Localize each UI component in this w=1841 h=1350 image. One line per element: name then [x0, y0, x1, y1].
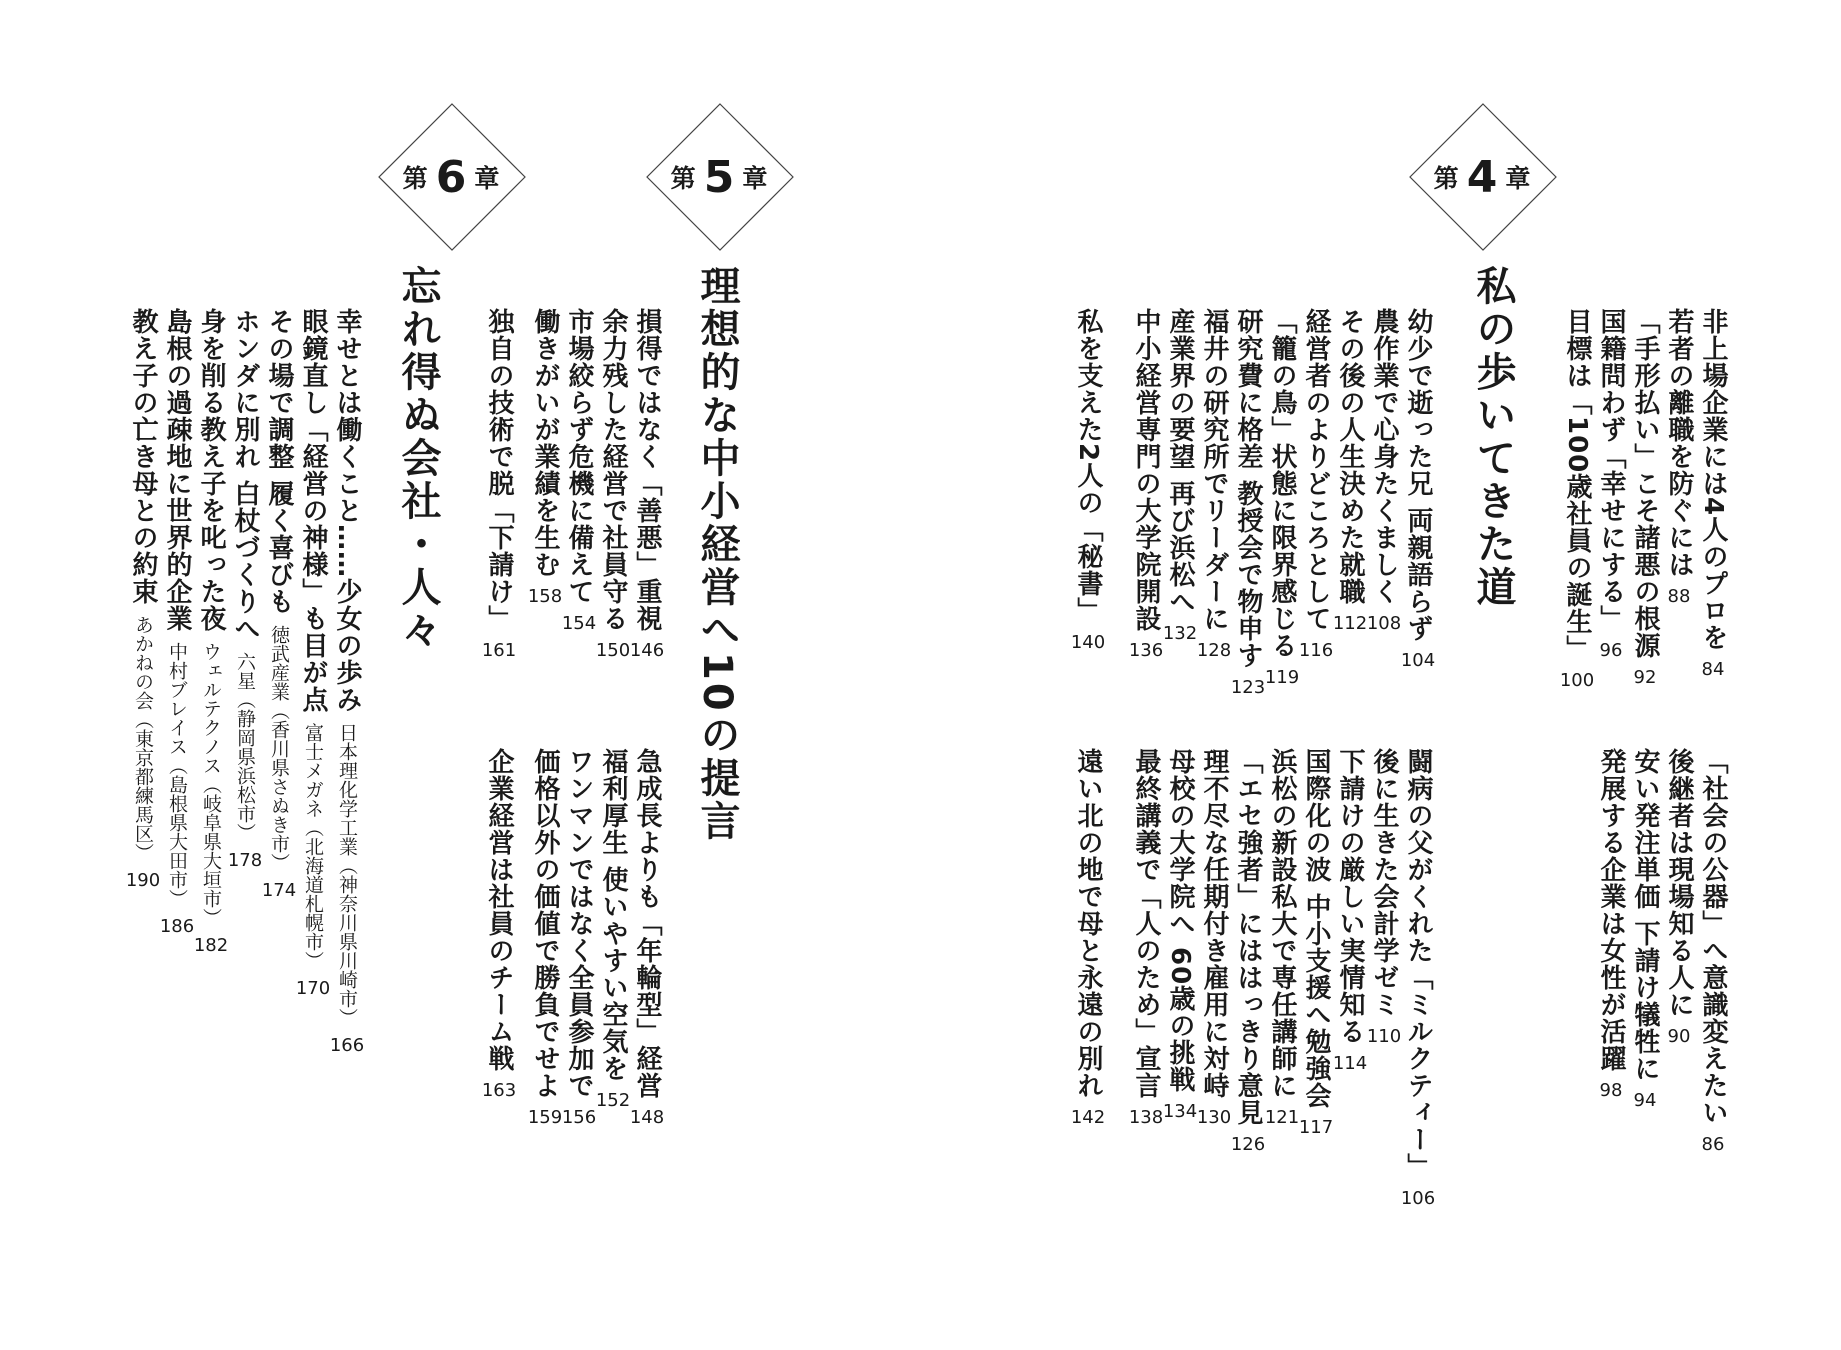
- toc-entry[interactable]: [1367, 748, 1401, 1047]
- toc-entry[interactable]: [1265, 308, 1299, 688]
- entry-title: 独自の技術で脱「下請け」: [484, 308, 514, 632]
- toc-entry[interactable]: [630, 308, 664, 661]
- chapter-suffix: 章: [1505, 164, 1533, 193]
- toc-entry[interactable]: [160, 308, 194, 937]
- toc-entry[interactable]: [330, 308, 364, 1056]
- toc-entry[interactable]: [528, 308, 562, 607]
- page-number: 86: [1701, 1134, 1725, 1155]
- toc-entry[interactable]: [562, 748, 596, 1128]
- page-number: 140: [1070, 632, 1106, 654]
- entry-title: 「エセ強者」にははっきり意見: [1233, 748, 1263, 1126]
- page-number: 156: [561, 1107, 597, 1128]
- entry-title: 市場絞らず危機に備えて: [564, 308, 594, 605]
- page-number: 119: [1264, 667, 1300, 688]
- page-number: 146: [629, 640, 665, 661]
- toc-entry[interactable]: [1129, 748, 1163, 1128]
- company-location: 六星（静岡県浜松市）: [234, 652, 256, 843]
- toc-entry[interactable]: [596, 308, 630, 661]
- entry-title: 非上場企業には4人のプロを: [1698, 308, 1728, 652]
- toc-entry[interactable]: [1197, 308, 1231, 661]
- page-number: 96: [1599, 640, 1623, 661]
- page-number: 126: [1230, 1134, 1266, 1155]
- page-number: 108: [1366, 613, 1402, 634]
- toc-entry[interactable]: [1231, 748, 1265, 1155]
- company-location: 日本理化学工業（神奈川県川崎市）: [336, 723, 358, 1027]
- page-number: 92: [1633, 667, 1657, 688]
- entry-title: 後継者は現場知る人に: [1664, 748, 1694, 1018]
- entry-title: 「籠の鳥」状態に限界感じる: [1267, 308, 1297, 659]
- chapter-suffix: 章: [742, 164, 770, 193]
- entry-title: 母校の大学院へ 60歳の挑戦: [1165, 748, 1195, 1094]
- toc-entry[interactable]: [1696, 308, 1730, 680]
- chapter-suffix: 章: [474, 164, 502, 193]
- toc-entry[interactable]: [482, 748, 516, 1101]
- entry-title: 最終講義で「人のため」宣言: [1131, 748, 1161, 1099]
- chapter-prefix: 第: [1433, 164, 1461, 193]
- chapter-label: [645, 102, 795, 252]
- page-number: 112: [1332, 613, 1368, 634]
- page-number: 106: [1400, 1188, 1436, 1209]
- page-number: 152: [595, 1090, 631, 1112]
- page-number: 114: [1332, 1053, 1368, 1074]
- entry-title: 闘病の父がくれた「ミルクティー」: [1403, 748, 1433, 1180]
- entry-title: 経営者のよりどころとして: [1301, 308, 1331, 632]
- company-location: 富士メガネ（北海道札幌市）: [302, 723, 324, 970]
- page-number: 159: [527, 1107, 563, 1128]
- page-number: 170: [295, 978, 331, 999]
- chapter-label: [1408, 102, 1558, 252]
- chapter-6-badge: [377, 102, 527, 252]
- toc-entry[interactable]: [1333, 748, 1367, 1074]
- entry-title: 研究費に格差 教授会で物申す: [1233, 308, 1263, 670]
- entry-title: 損得ではなく「善悪」重視: [632, 308, 662, 632]
- toc-entry[interactable]: [1299, 748, 1333, 1138]
- entry-title: 若者の離職を防ぐには: [1664, 308, 1694, 578]
- page-number: 138: [1128, 1107, 1164, 1128]
- toc-entry[interactable]: [228, 308, 262, 871]
- entry-title: 「社会の公器」へ意識変えたい: [1698, 748, 1728, 1126]
- chapter-5-badge: [645, 102, 795, 252]
- toc-entry[interactable]: [1696, 748, 1730, 1155]
- toc-entry[interactable]: [1367, 308, 1401, 634]
- toc-entry[interactable]: [194, 308, 228, 956]
- entry-title: 福井の研究所でリーダーに: [1199, 308, 1229, 632]
- page-number: 161: [481, 640, 517, 661]
- entry-title: 福利厚生 使いやすい空気を: [598, 748, 628, 1083]
- toc-entry[interactable]: [1333, 308, 1367, 634]
- toc-entry[interactable]: [1071, 748, 1105, 1128]
- entry-title: その場で調整 履く喜びも: [264, 308, 294, 616]
- page-number: 116: [1298, 640, 1334, 661]
- page-number: 90: [1667, 1026, 1691, 1047]
- page-number: 94: [1633, 1090, 1657, 1112]
- toc-entry[interactable]: [1594, 308, 1628, 661]
- toc-entry[interactable]: [1129, 308, 1163, 661]
- entry-title: 国籍問わず「幸せにする」: [1596, 308, 1626, 632]
- toc-entry[interactable]: [630, 748, 664, 1128]
- toc-entry[interactable]: [1628, 748, 1662, 1111]
- toc-entry[interactable]: [1071, 308, 1105, 653]
- entry-title: 安い発注単価 下請け犠牲に: [1630, 748, 1660, 1083]
- entry-title: 農作業で心身たくましく: [1369, 308, 1399, 605]
- page-number: 190: [125, 870, 161, 891]
- page-number: 117: [1298, 1117, 1334, 1139]
- page-number: 88: [1667, 586, 1691, 607]
- chapter-number: 6: [435, 151, 469, 203]
- toc-entry[interactable]: [1594, 748, 1628, 1101]
- page-number: 158: [527, 586, 563, 607]
- entry-title: 幼少で逝った兄 両親語らず: [1403, 308, 1433, 643]
- page-number: 100: [1559, 670, 1595, 692]
- entry-title: 後に生きた会計学ゼミ: [1369, 748, 1399, 1018]
- page-number: 142: [1070, 1107, 1106, 1128]
- chapter-4-badge: [1408, 102, 1558, 252]
- page-number: 130: [1196, 1107, 1232, 1128]
- entry-title: 国際化の波 中小支援へ勉強会: [1301, 748, 1331, 1110]
- toc-entry[interactable]: [1265, 748, 1299, 1128]
- page-number: 134: [1162, 1101, 1198, 1123]
- chapter-number: 4: [1466, 151, 1500, 203]
- page-number: 163: [481, 1080, 517, 1101]
- page-number: 154: [561, 613, 597, 634]
- chapter-6-title: 忘れ得ぬ会社・人々: [395, 265, 441, 652]
- toc-entry[interactable]: [528, 748, 562, 1128]
- company-location: ウェルテクノス（岐阜県大垣市）: [200, 642, 222, 927]
- toc-entry[interactable]: [1163, 748, 1197, 1122]
- toc-entry[interactable]: [482, 308, 516, 661]
- chapter-label: [377, 102, 527, 252]
- page-number: 186: [159, 916, 195, 937]
- entry-title: 教え子の亡き母との約束: [128, 308, 158, 605]
- entry-title: 目標は「100歳社員の誕生」: [1562, 308, 1592, 663]
- page-number: 110: [1366, 1026, 1402, 1047]
- company-location: 中村ブレイス（島根県大田市）: [166, 642, 188, 908]
- toc-entry[interactable]: [1662, 308, 1696, 607]
- page-number: 132: [1162, 623, 1198, 645]
- entry-title: 下請けの厳しい実情知る: [1335, 748, 1365, 1045]
- entry-title: 私を支えた2人の「秘書」: [1073, 308, 1103, 625]
- entry-title: 理不尽な任期付き雇用に対峙: [1199, 748, 1229, 1099]
- entry-title: 産業界の要望 再び浜松へ: [1165, 308, 1195, 616]
- toc-entry[interactable]: [262, 308, 296, 901]
- toc-entry[interactable]: [1628, 308, 1662, 688]
- toc-entry[interactable]: [596, 748, 630, 1111]
- page-number: 174: [261, 880, 297, 902]
- toc-entry[interactable]: [126, 308, 160, 891]
- entry-title: 眼鏡直し「経営の神様」も目が点: [298, 308, 328, 713]
- page-number: 123: [1230, 677, 1266, 699]
- page-number: 84: [1701, 659, 1725, 681]
- toc-entry[interactable]: [1197, 748, 1231, 1128]
- chapter-4-title: 私の歩いてきた道: [1470, 265, 1516, 609]
- page-number: 98: [1599, 1080, 1623, 1101]
- company-location: あかねの会（東京都練馬区）: [132, 615, 154, 862]
- entry-title: 発展する企業は女性が活躍: [1596, 748, 1626, 1072]
- entry-title: ホンダに別れ 白杖づくりへ: [230, 308, 260, 643]
- entry-title: 余力残した経営で社員守る: [598, 308, 628, 632]
- entry-title: その後の人生決めた就職: [1335, 308, 1365, 605]
- entry-title: 急成長よりも「年輪型」経営: [632, 748, 662, 1099]
- entry-title: 幸せとは働くこと……少女の歩み: [332, 308, 362, 713]
- entry-title: 島根の過疎地に世界的企業: [162, 308, 192, 632]
- entry-title: 働きがいが業績を生む: [530, 308, 560, 578]
- page-number: 104: [1400, 650, 1436, 672]
- chapter-5-title: 理想的な中小経営へ10の提言: [694, 265, 740, 843]
- page-number: 166: [329, 1035, 365, 1056]
- page-number: 136: [1128, 640, 1164, 661]
- chapter-number: 5: [703, 151, 737, 203]
- entry-title: ワンマンではなく全員参加で: [564, 748, 594, 1099]
- chapter-prefix: 第: [402, 164, 430, 193]
- entry-title: 遠い北の地で母と永遠の別れ: [1073, 748, 1103, 1099]
- page-number: 121: [1264, 1107, 1300, 1128]
- company-location: 徳武産業（香川県さぬき市）: [268, 625, 290, 873]
- page-number: 150: [595, 640, 631, 661]
- entry-title: 中小経営専門の大学院開設: [1131, 308, 1161, 632]
- page-number: 182: [193, 935, 229, 956]
- toc-entry[interactable]: [1560, 308, 1594, 691]
- toc-entry[interactable]: [1401, 748, 1435, 1209]
- entry-title: 企業経営は社員のチーム戦: [484, 748, 514, 1072]
- page-number: 128: [1196, 640, 1232, 661]
- entry-title: 身を削る教え子を叱った夜: [196, 308, 226, 632]
- entry-title: 浜松の新設私大で専任講師に: [1267, 748, 1297, 1099]
- entry-title: 価格以外の価値で勝負でせよ: [530, 748, 560, 1099]
- entry-title: 「手形払い」こそ諸悪の根源: [1630, 308, 1660, 659]
- page-number: 148: [629, 1107, 665, 1128]
- page-number: 178: [227, 850, 263, 872]
- toc-entry[interactable]: [1163, 308, 1197, 644]
- chapter-prefix: 第: [670, 164, 698, 193]
- toc-entry[interactable]: [1299, 308, 1333, 661]
- toc-entry[interactable]: [1662, 748, 1696, 1047]
